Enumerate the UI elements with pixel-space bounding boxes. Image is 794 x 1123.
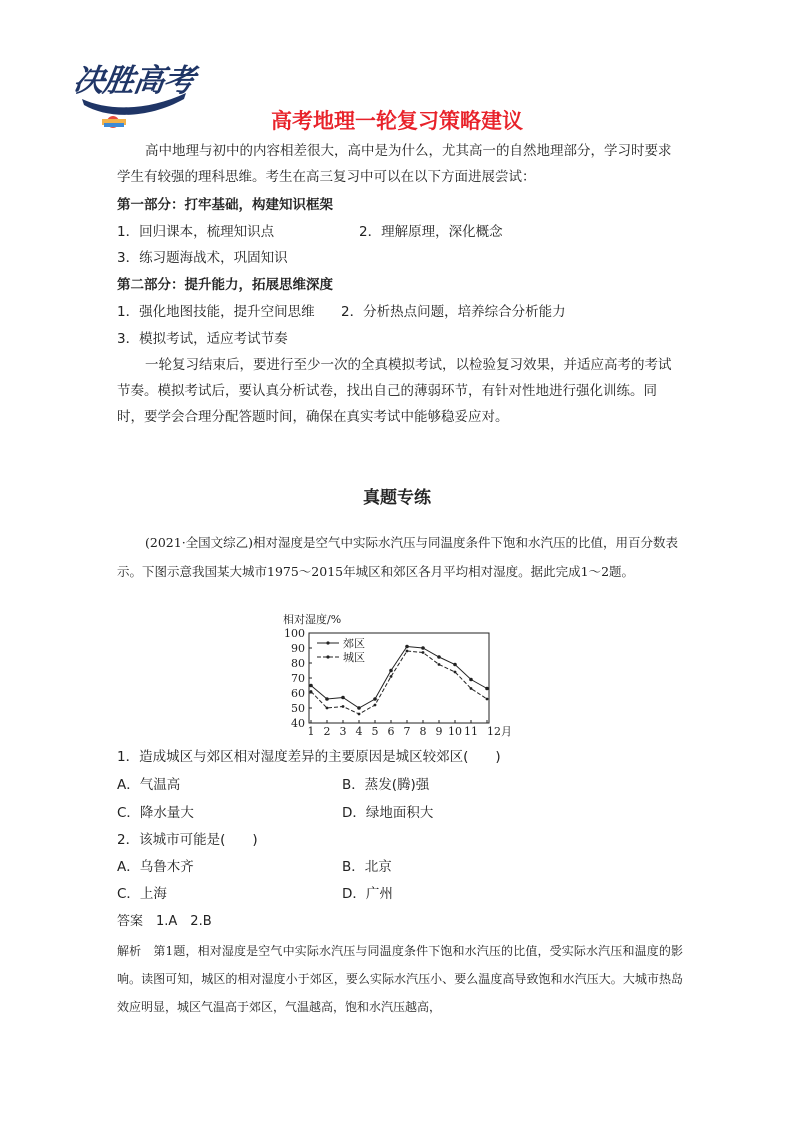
chart-legend-marker	[326, 655, 329, 658]
chart-point	[485, 687, 489, 691]
chart-ytick-label: 80	[291, 657, 305, 670]
chart-xtick-label: 7	[403, 725, 411, 738]
question-intro: (2021·全国文综乙)相对湿度是空气中实际水汽压与同温度条件下饱和水汽压的比值，用百分数表示。下图示意我国某大城市1975～2015年城区和郊区各月平均相对湿度。据此完成1～2题。	[117, 535, 679, 579]
q1-options-row2	[117, 799, 683, 827]
section-title: 真题专练	[363, 488, 431, 508]
chart-xtick-label: 4	[355, 725, 363, 738]
chart-xtick-label: 5	[371, 725, 379, 738]
part2-heading: 第二部分：提升能力，拓展思维深度	[117, 277, 333, 293]
q1-option-a: A．气温高	[117, 777, 181, 793]
chart-series-line-1	[311, 651, 487, 714]
chart-frame	[309, 633, 489, 723]
chart-xtick-label: 6	[387, 725, 395, 738]
closing-paragraph: 一轮复习结束后，要进行至少一次的全真模拟考试，以检验复习效果，并适应高考的考试节奏。模拟考试后，要认真分析试卷，找出自己的薄弱环节，有针对性地进行强化训练。同时，要学会合理分配答题时间，确保在真实考试中能够稳妥应对。	[117, 357, 672, 425]
part2-item1: 1．强化地图技能，提升空间思维	[117, 304, 315, 320]
part1-row1	[117, 219, 683, 245]
q2-options-row1	[117, 853, 683, 881]
part1-heading: 第一部分：打牢基础，构建知识框架	[117, 197, 333, 213]
chart-point	[406, 650, 409, 653]
q1-options-row1	[117, 771, 683, 799]
part1-item2: 2．理解原理，深化概念	[359, 224, 503, 240]
chart-xtick-label: 2	[323, 725, 331, 738]
chart-ytick-label: 100	[284, 627, 305, 640]
q1-option-d: D．绿地面积大	[342, 805, 434, 821]
part1-item1: 1．回归课本，梳理知识点	[117, 224, 275, 240]
chart-ytick-label: 90	[291, 642, 305, 655]
chart-point	[438, 663, 441, 666]
intro-paragraph: 高中地理与初中的内容相差很大，高中是为什么，尤其高一的自然地理部分，学习时要求学生有较强的理科思维。考生在高三复习中可以在以下方面进展尝试：	[117, 143, 672, 185]
chart-point	[389, 669, 393, 673]
chart-legend-label: 郊区	[343, 637, 365, 650]
explanation: 解析 第1题，相对湿度是空气中实际水汽压与同温度条件下饱和水汽压的比值，受实际水汽压和温度的影响。读图可知，城区的相对湿度小于郊区，要么实际水汽压小、要么温度高导致饱和水汽压大。大城市热岛效应明显，城区气温高于郊区，气温越高，饱和水汽压越高，	[117, 944, 683, 1014]
q1-option-b: B．蒸发(腾)强	[342, 777, 430, 793]
chart-point	[326, 707, 329, 710]
part2-item2: 2．分析热点问题，培养综合分析能力	[341, 304, 566, 320]
chart-legend-label: 城区	[343, 651, 365, 664]
q2-stem: 2．该城市可能是( )	[117, 832, 258, 848]
chart-ytick-label: 40	[291, 717, 305, 730]
chart-point	[405, 645, 409, 649]
chart-ytick-label: 50	[291, 702, 305, 715]
humidity-chart	[279, 611, 529, 741]
q2-option-c: C．上海	[117, 886, 167, 902]
chart-point	[342, 705, 345, 708]
chart-point	[454, 671, 457, 674]
chart-point	[390, 675, 393, 678]
chart-xtick-label: 8	[419, 725, 427, 738]
chart-ytick-label: 70	[291, 672, 305, 685]
chart-xtick-label: 3	[339, 725, 347, 738]
part2-item3: 3．模拟考试，适应考试节奏	[117, 331, 288, 347]
chart-xtick-label: 9	[435, 725, 443, 738]
part2-row1	[117, 299, 683, 325]
q2-option-d: D．广州	[342, 886, 393, 902]
chart-point	[341, 696, 345, 700]
q1-stem: 1．造成城区与郊区相对湿度差异的主要原因是城区较郊区( )	[117, 749, 501, 765]
chart-point	[437, 655, 441, 659]
q2-options-row2	[117, 880, 683, 908]
chart-point	[422, 651, 425, 654]
chart-point	[357, 706, 361, 710]
chart-point	[309, 684, 313, 688]
chart-ytick-label: 60	[291, 687, 305, 700]
chart-xtick-label: 11	[464, 725, 478, 738]
chart-point	[470, 687, 473, 690]
chart-point	[325, 697, 329, 701]
chart-point	[374, 704, 377, 707]
chart-point	[310, 690, 313, 693]
q2-option-a: A．乌鲁木齐	[117, 859, 194, 875]
chart-xtick-label: 12月	[487, 725, 512, 738]
chart-point	[453, 663, 457, 667]
logo-text: 决胜高考	[70, 63, 197, 99]
q1-option-c: C．降水量大	[117, 805, 194, 821]
page-title: 高考地理一轮复习策略建议	[271, 109, 523, 133]
chart-point	[486, 698, 489, 701]
chart-xtick-label: 1	[307, 725, 315, 738]
q2-option-b: B．北京	[342, 859, 392, 875]
chart-point	[373, 697, 377, 701]
chart-point	[421, 646, 425, 650]
chart-legend-marker	[326, 641, 329, 644]
answer-line: 答案 1.A 2.B	[117, 914, 212, 929]
part1-item3: 3．练习题海战术，巩固知识	[117, 250, 288, 266]
chart-point	[469, 678, 473, 682]
chart-xtick-label: 10	[448, 725, 462, 738]
chart-point	[358, 713, 361, 716]
chart-ylabel: 相对湿度/%	[283, 613, 342, 626]
